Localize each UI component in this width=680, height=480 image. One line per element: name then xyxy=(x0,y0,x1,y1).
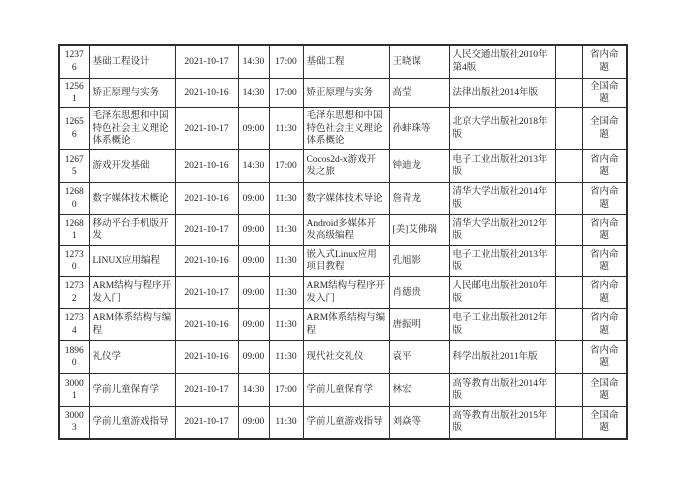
cell-start-time: 09:00 xyxy=(238,277,269,309)
cell-spare xyxy=(555,215,582,246)
table-row xyxy=(59,374,627,407)
cell-exam-scope: 全国命题 xyxy=(582,374,627,407)
cell-end-time: 11:30 xyxy=(269,407,303,439)
cell-exam-scope: 省内命题 xyxy=(582,183,627,215)
cell-textbook-author: 肖德贵 xyxy=(389,277,449,309)
table-row xyxy=(59,78,627,108)
cell-publisher-edition: 人民邮电出版社2010年版 xyxy=(449,277,555,309)
cell-exam-date: 2021-10-17 xyxy=(175,277,238,309)
cell-spare xyxy=(555,374,582,407)
cell-start-time: 14:30 xyxy=(238,45,269,78)
cell-course-code: 12675 xyxy=(59,150,89,183)
cell-textbook-author: 王晓谋 xyxy=(389,45,449,78)
cell-textbook-name: 基础工程 xyxy=(303,45,389,78)
cell-course-name: ARM体系结构与编程 xyxy=(89,309,175,341)
cell-exam-date: 2021-10-16 xyxy=(175,78,238,108)
table-row xyxy=(59,341,627,374)
cell-end-time: 11:30 xyxy=(269,108,303,150)
cell-exam-scope: 省内命题 xyxy=(582,150,627,183)
cell-course-name: 游戏开发基础 xyxy=(89,150,175,183)
cell-course-code: 12730 xyxy=(59,246,89,277)
cell-textbook-author: [美]艾佛瑞 xyxy=(389,215,449,246)
cell-course-name: 毛泽东思想和中国特色社会主义理论体系概论 xyxy=(89,108,175,150)
cell-textbook-author: 刘焱等 xyxy=(389,407,449,439)
cell-end-time: 11:30 xyxy=(269,183,303,215)
cell-publisher-edition: 电子工业出版社2012年版 xyxy=(449,309,555,341)
cell-exam-scope: 省内命题 xyxy=(582,309,627,341)
cell-start-time: 14:30 xyxy=(238,150,269,183)
cell-spare xyxy=(555,78,582,108)
cell-end-time: 11:30 xyxy=(269,341,303,374)
cell-spare xyxy=(555,45,582,78)
table-row xyxy=(59,309,627,341)
cell-publisher-edition: 清华大学出版社2012年版 xyxy=(449,215,555,246)
cell-start-time: 14:30 xyxy=(238,374,269,407)
cell-textbook-name: 毛泽东思想和中国特色社会主义理论体系概论 xyxy=(303,108,389,150)
cell-spare xyxy=(555,246,582,277)
cell-textbook-name: ARM结构与程序开发入门 xyxy=(303,277,389,309)
cell-textbook-name: 矫正原理与实务 xyxy=(303,78,389,108)
cell-start-time: 09:00 xyxy=(238,341,269,374)
cell-textbook-name: 现代社交礼仪 xyxy=(303,341,389,374)
cell-textbook-author: 孔旭影 xyxy=(389,246,449,277)
cell-course-code: 12734 xyxy=(59,309,89,341)
cell-course-code: 12376 xyxy=(59,45,89,78)
cell-course-name: 学前儿童游戏指导 xyxy=(89,407,175,439)
cell-start-time: 09:00 xyxy=(238,407,269,439)
cell-textbook-author: 唐振明 xyxy=(389,309,449,341)
cell-textbook-author: 孙蚌珠等 xyxy=(389,108,449,150)
cell-textbook-author: 高莹 xyxy=(389,78,449,108)
cell-textbook-name: 学前儿童游戏指导 xyxy=(303,407,389,439)
table-row xyxy=(59,246,627,277)
cell-publisher-edition: 高等教育出版社2015年版 xyxy=(449,407,555,439)
cell-course-code: 12656 xyxy=(59,108,89,150)
cell-exam-scope: 省内命题 xyxy=(582,215,627,246)
cell-exam-scope: 全国命题 xyxy=(582,78,627,108)
cell-spare xyxy=(555,150,582,183)
cell-spare xyxy=(555,309,582,341)
cell-end-time: 17:00 xyxy=(269,150,303,183)
cell-publisher-edition: 高等教育出版社2014年版 xyxy=(449,374,555,407)
cell-exam-date: 2021-10-17 xyxy=(175,407,238,439)
table-row xyxy=(59,183,627,215)
cell-textbook-name: Cocos2d-x游戏开发之旅 xyxy=(303,150,389,183)
cell-exam-scope: 全国命题 xyxy=(582,407,627,439)
cell-course-code: 18960 xyxy=(59,341,89,374)
cell-course-name: ARM结构与程序开发入门 xyxy=(89,277,175,309)
cell-exam-scope: 省内命题 xyxy=(582,45,627,78)
cell-exam-date: 2021-10-17 xyxy=(175,215,238,246)
cell-exam-date: 2021-10-17 xyxy=(175,45,238,78)
table-row xyxy=(59,150,627,183)
cell-publisher-edition: 科学出版社2011年版 xyxy=(449,341,555,374)
cell-textbook-name: 数字媒体技术导论 xyxy=(303,183,389,215)
cell-start-time: 09:00 xyxy=(238,309,269,341)
cell-spare xyxy=(555,277,582,309)
cell-course-name: 学前儿童保育学 xyxy=(89,374,175,407)
cell-end-time: 17:00 xyxy=(269,78,303,108)
cell-course-name: 移动平台手机版开发 xyxy=(89,215,175,246)
cell-textbook-author: 詹青龙 xyxy=(389,183,449,215)
cell-course-name: 礼仪学 xyxy=(89,341,175,374)
cell-exam-scope: 全国命题 xyxy=(582,108,627,150)
cell-publisher-edition: 人民交通出版社2010年第4版 xyxy=(449,45,555,78)
cell-publisher-edition: 电子工业出版社2013年版 xyxy=(449,246,555,277)
cell-end-time: 11:30 xyxy=(269,215,303,246)
table-row xyxy=(59,215,627,246)
cell-textbook-author: 林宏 xyxy=(389,374,449,407)
cell-start-time: 09:00 xyxy=(238,108,269,150)
cell-end-time: 17:00 xyxy=(269,45,303,78)
cell-end-time: 11:30 xyxy=(269,277,303,309)
cell-exam-date: 2021-10-17 xyxy=(175,374,238,407)
cell-start-time: 09:00 xyxy=(238,183,269,215)
cell-publisher-edition: 电子工业出版社2013年版 xyxy=(449,150,555,183)
cell-course-code: 12680 xyxy=(59,183,89,215)
cell-exam-date: 2021-10-16 xyxy=(175,246,238,277)
cell-course-code: 12681 xyxy=(59,215,89,246)
cell-textbook-name: ARM体系结构与编程 xyxy=(303,309,389,341)
cell-end-time: 11:30 xyxy=(269,246,303,277)
table-row xyxy=(59,108,627,150)
cell-publisher-edition: 清华大学出版社2014年版 xyxy=(449,183,555,215)
table-row xyxy=(59,45,627,78)
table-row xyxy=(59,407,627,439)
cell-course-code: 30001 xyxy=(59,374,89,407)
table-row xyxy=(59,277,627,309)
cell-spare xyxy=(555,108,582,150)
cell-publisher-edition: 法律出版社2014年版 xyxy=(449,78,555,108)
cell-publisher-edition: 北京大学出版社2018年版 xyxy=(449,108,555,150)
cell-textbook-author: 袁平 xyxy=(389,341,449,374)
cell-course-name: 矫正原理与实务 xyxy=(89,78,175,108)
cell-textbook-author: 钟迪龙 xyxy=(389,150,449,183)
cell-course-name: 数字媒体技术概论 xyxy=(89,183,175,215)
cell-exam-scope: 省内命题 xyxy=(582,246,627,277)
cell-spare xyxy=(555,341,582,374)
cell-exam-scope: 省内命题 xyxy=(582,341,627,374)
cell-spare xyxy=(555,183,582,215)
cell-course-code: 12561 xyxy=(59,78,89,108)
cell-start-time: 14:30 xyxy=(238,78,269,108)
cell-start-time: 09:00 xyxy=(238,246,269,277)
cell-exam-date: 2021-10-16 xyxy=(175,150,238,183)
cell-start-time: 09:00 xyxy=(238,215,269,246)
cell-end-time: 17:00 xyxy=(269,374,303,407)
cell-textbook-name: 学前儿童保育学 xyxy=(303,374,389,407)
cell-exam-scope: 省内命题 xyxy=(582,277,627,309)
cell-spare xyxy=(555,407,582,439)
cell-textbook-name: Android多媒体开发高级编程 xyxy=(303,215,389,246)
cell-textbook-name: 嵌入式Linux应用项目教程 xyxy=(303,246,389,277)
exam-schedule-body xyxy=(59,45,627,439)
cell-course-name: 基础工程设计 xyxy=(89,45,175,78)
cell-exam-date: 2021-10-16 xyxy=(175,309,238,341)
exam-schedule-table xyxy=(58,44,628,440)
cell-exam-date: 2021-10-17 xyxy=(175,108,238,150)
cell-course-name: LINUX应用编程 xyxy=(89,246,175,277)
cell-course-code: 12732 xyxy=(59,277,89,309)
cell-exam-date: 2021-10-16 xyxy=(175,341,238,374)
cell-end-time: 11:30 xyxy=(269,309,303,341)
cell-course-code: 30003 xyxy=(59,407,89,439)
cell-exam-date: 2021-10-16 xyxy=(175,183,238,215)
